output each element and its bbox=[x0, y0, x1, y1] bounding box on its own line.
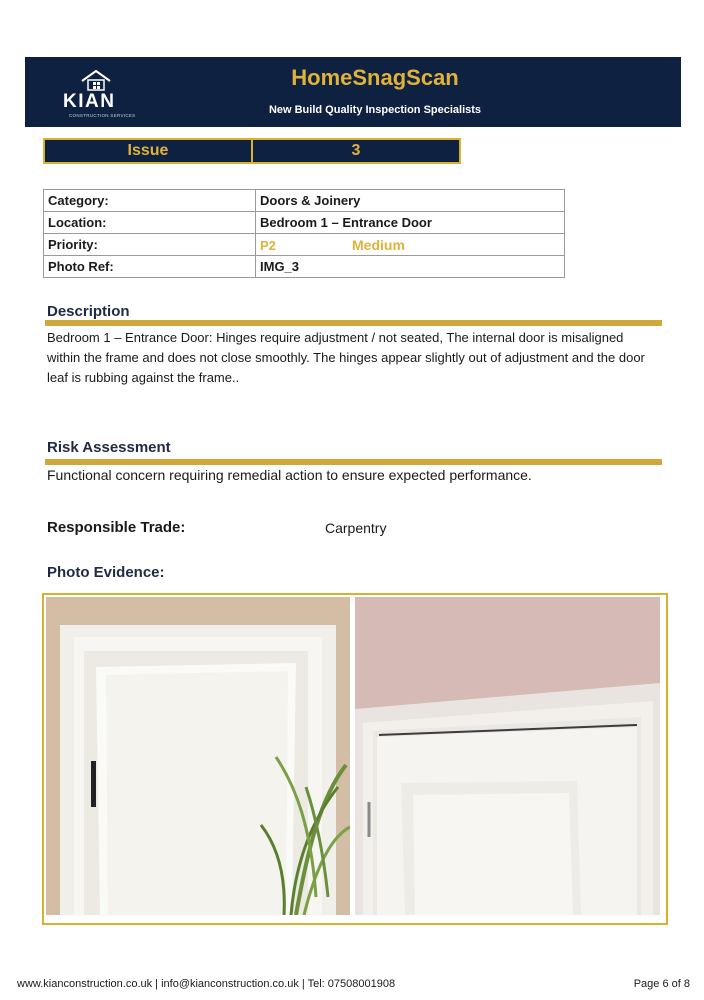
description-rule bbox=[45, 320, 662, 326]
company-logo bbox=[55, 65, 137, 121]
photo-door-closeup bbox=[355, 597, 660, 915]
photo-ref-value: IMG_3 bbox=[256, 256, 565, 278]
risk-text: Functional concern requiring remedial action to ensure expected performance. bbox=[47, 467, 532, 483]
issue-details-table bbox=[43, 189, 565, 278]
issue-banner bbox=[43, 138, 461, 164]
table-row bbox=[44, 212, 565, 234]
category-key: Category: bbox=[44, 190, 256, 212]
priority-code: P2 bbox=[260, 237, 276, 253]
logo-tagline: CONSTRUCTION SERVICES bbox=[69, 113, 136, 118]
issue-number: 3 bbox=[351, 142, 361, 159]
logo-wordmark: KIAN bbox=[63, 91, 116, 112]
priority-value bbox=[256, 234, 565, 256]
photo-evidence-heading: Photo Evidence: bbox=[47, 564, 165, 581]
priority-label: Medium bbox=[352, 236, 405, 253]
location-key: Location: bbox=[44, 212, 256, 234]
photo-ref-key: Photo Ref: bbox=[44, 256, 256, 278]
house-icon bbox=[79, 69, 113, 91]
trade-value: Carpentry bbox=[325, 520, 387, 536]
table-row bbox=[44, 190, 565, 212]
brand-title: HomeSnagScan bbox=[291, 65, 459, 90]
brand-subtitle: New Build Quality Inspection Specialists bbox=[268, 104, 482, 116]
report-header bbox=[25, 57, 681, 127]
location-value: Bedroom 1 – Entrance Door bbox=[256, 212, 565, 234]
issue-label: Issue bbox=[45, 140, 253, 162]
description-heading: Description bbox=[47, 303, 130, 320]
table-row bbox=[44, 256, 565, 278]
priority-key: Priority: bbox=[44, 234, 256, 256]
footer-contact: www.kianconstruction.co.uk | info@kianconstruction.co.uk | Tel: 07508001908 bbox=[17, 978, 396, 990]
trade-label: Responsible Trade: bbox=[47, 519, 186, 536]
category-value: Doors & Joinery bbox=[256, 190, 565, 212]
photo-evidence-frame bbox=[42, 593, 668, 925]
footer-page-number: Page 6 of 8 bbox=[633, 978, 690, 990]
description-text: Bedroom 1 – Entrance Door: Hinges require adjustment / not seated, The internal door is misaligned within the frame and does not close smoothly. The hinges appear slightly out of adjustment and the door leaf is rubbing against the frame.. bbox=[47, 330, 645, 385]
table-row bbox=[44, 234, 565, 256]
photo-door-frame-wide bbox=[46, 597, 350, 915]
risk-heading: Risk Assessment bbox=[47, 439, 171, 456]
